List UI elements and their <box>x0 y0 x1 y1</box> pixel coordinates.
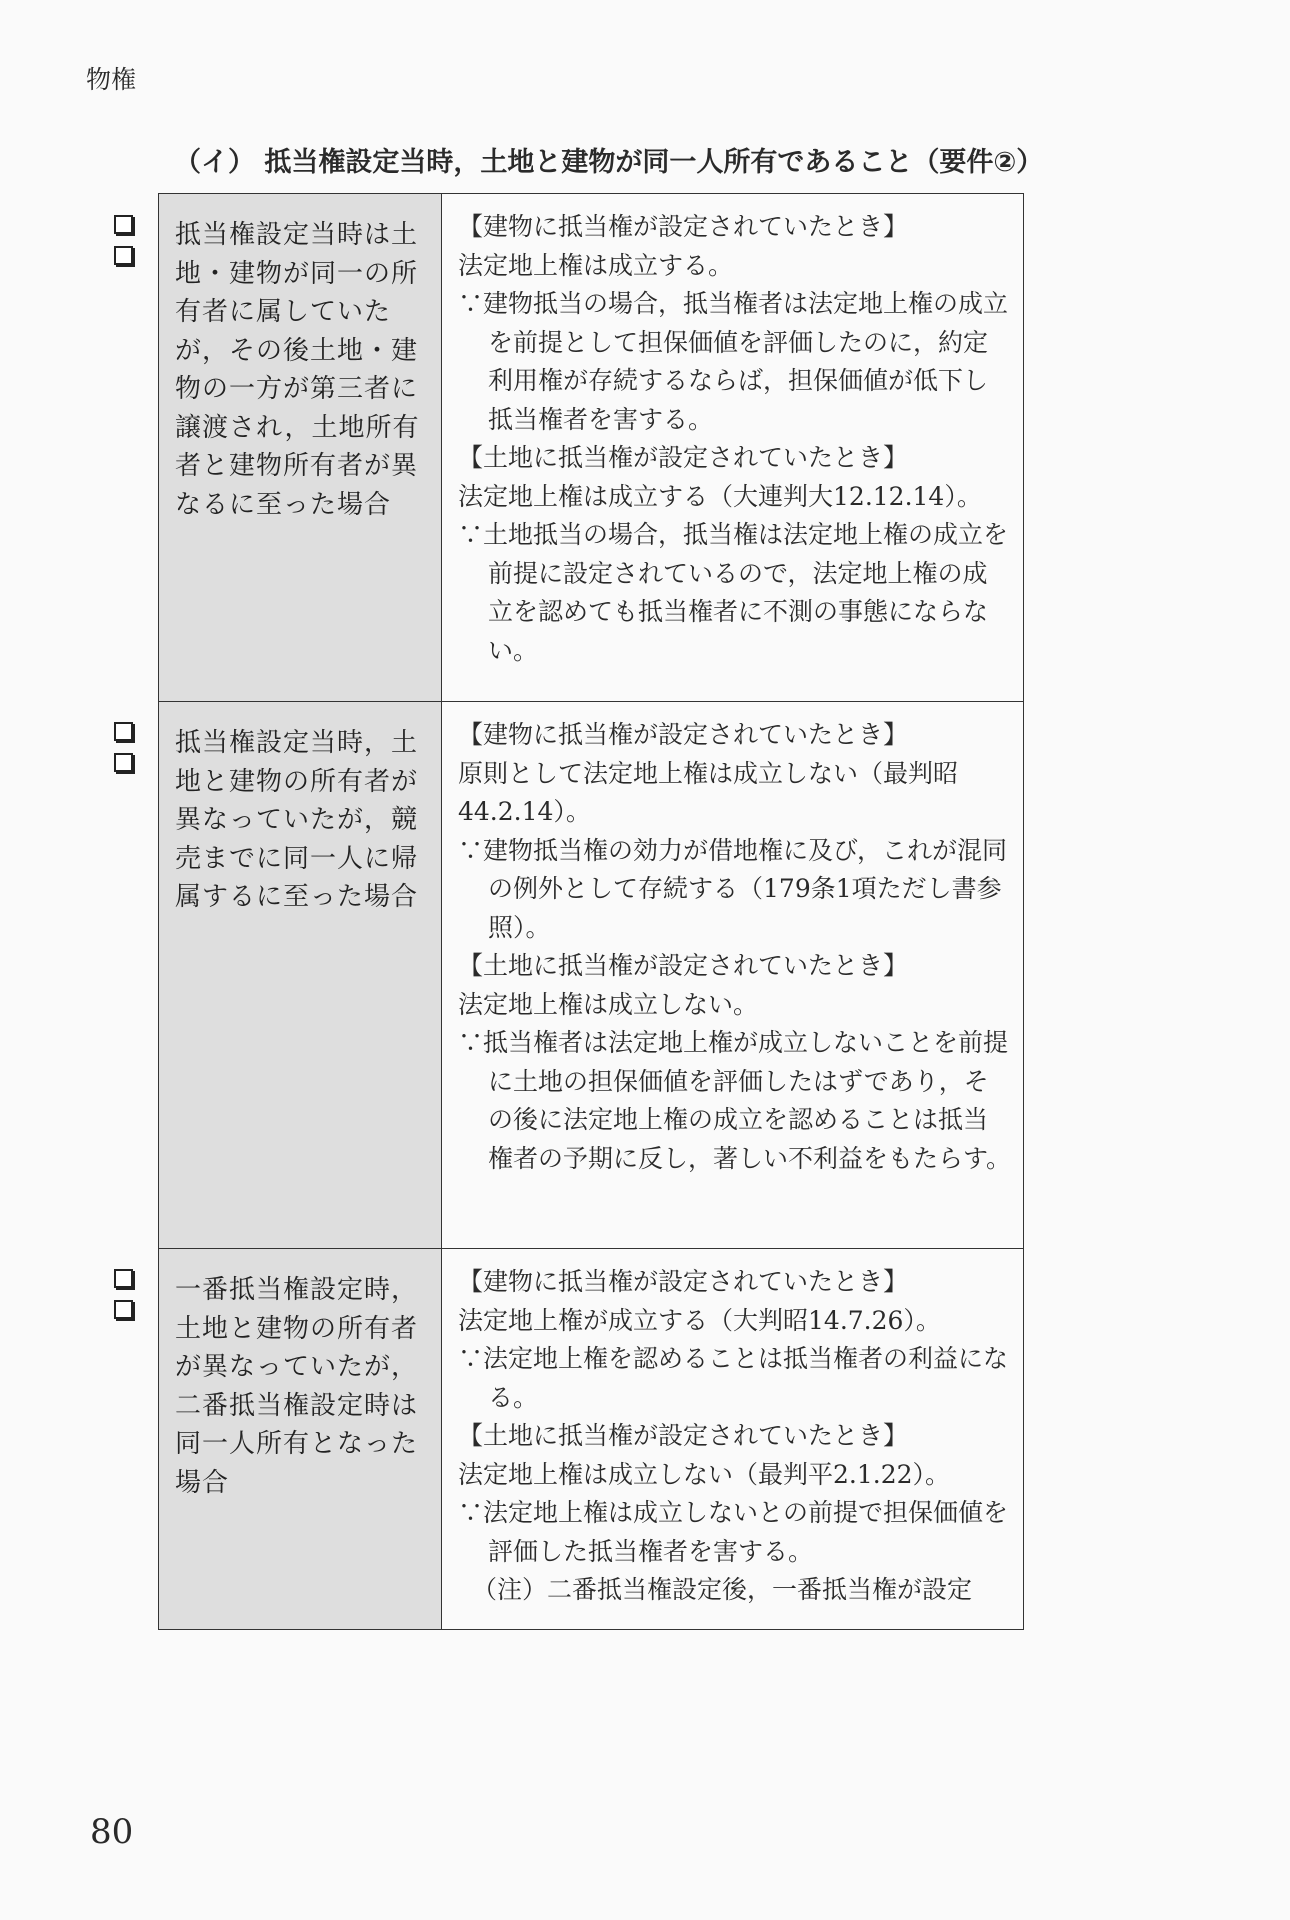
checkbox-group-1 <box>114 215 133 277</box>
land-result: 法定地上権は成立する（大連判大12.12.14）。 <box>458 481 982 511</box>
checkbox-group-2 <box>114 722 133 784</box>
building-reason: ∵建物抵当権の効力が借地権に及び，これが混同の例外として存続する（179条1項ただし書参照）。 <box>458 835 1008 942</box>
result-cell <box>442 1249 1023 1629</box>
table-row <box>159 1249 1023 1629</box>
building-heading: 【建物に抵当権が設定されていたとき】 <box>458 720 909 749</box>
checkbox-group-3 <box>114 1269 133 1331</box>
land-reason: ∵抵当権者は法定地上権が成立しないことを前提に土地の担保価値を評価したはずであり，その後に法定地上権の成立を認めることは抵当権者の予期に反し，著しい不利益をもたらす。 <box>458 1028 1012 1173</box>
condition-cell: 一番抵当権設定時，土地と建物の所有者が異なっていたが，二番抵当権設定時は同一人所有となった場合 <box>159 1249 442 1629</box>
checkbox[interactable] <box>114 246 133 265</box>
building-result: 法定地上権は成立する。 <box>458 250 734 280</box>
building-heading: 【建物に抵当権が設定されていたとき】 <box>458 1267 909 1296</box>
land-heading: 【土地に抵当権が設定されていたとき】 <box>458 1421 909 1450</box>
checkbox[interactable] <box>114 722 133 741</box>
building-result: 法定地上権が成立する（大判昭14.7.26）。 <box>458 1305 941 1335</box>
building-reason: ∵建物抵当の場合，抵当権者は法定地上権の成立を前提として担保価値を評価したのに，約定利用権が存続するならば，担保価値が低下し抵当権者を害する。 <box>458 289 1009 434</box>
land-reason: ∵土地抵当の場合，抵当権は法定地上権の成立を前提に設定されているので，法定地上権の成立を認めても抵当権者に不測の事態にならない。 <box>458 520 1009 665</box>
land-result: 法定地上権は成立しない。 <box>458 989 759 1019</box>
checkbox[interactable] <box>114 215 133 234</box>
land-heading: 【土地に抵当権が設定されていたとき】 <box>458 951 909 980</box>
condition-cell: 抵当権設定当時は土地・建物が同一の所有者に属していたが，その後土地・建物の一方が第三者に譲渡され，土地所有者と建物所有者が異なるに至った場合 <box>159 194 442 701</box>
land-result: 法定地上権は成立しない（最判平2.1.22）。 <box>458 1459 951 1489</box>
land-reason: ∵法定地上権は成立しないとの前提で担保価値を評価した抵当権者を害する。 <box>458 1498 1009 1566</box>
land-heading: 【土地に抵当権が設定されていたとき】 <box>458 443 909 472</box>
table-row <box>159 194 1023 702</box>
page-number: 80 <box>90 1812 134 1852</box>
building-result: 原則として法定地上権は成立しない（最判昭44.2.14）。 <box>458 758 959 826</box>
section-title: （イ） 抵当権設定当時，土地と建物が同一人所有であること（要件②） <box>174 147 1044 178</box>
table-row <box>159 702 1023 1249</box>
result-cell <box>442 194 1023 701</box>
checkbox[interactable] <box>114 1269 133 1288</box>
page-header: 物権 <box>86 65 137 94</box>
building-heading: 【建物に抵当権が設定されていたとき】 <box>458 212 909 241</box>
requirement-table <box>158 193 1024 1630</box>
checkbox[interactable] <box>114 753 133 772</box>
result-cell <box>442 702 1023 1248</box>
checkbox[interactable] <box>114 1300 133 1319</box>
building-reason: ∵法定地上権を認めることは抵当権者の利益になる。 <box>458 1344 1009 1412</box>
condition-cell: 抵当権設定当時，土地と建物の所有者が異なっていたが，競売までに同一人に帰属するに至った場合 <box>159 702 442 1248</box>
note: （注）二番抵当権設定後，一番抵当権が設定 <box>472 1575 973 1604</box>
